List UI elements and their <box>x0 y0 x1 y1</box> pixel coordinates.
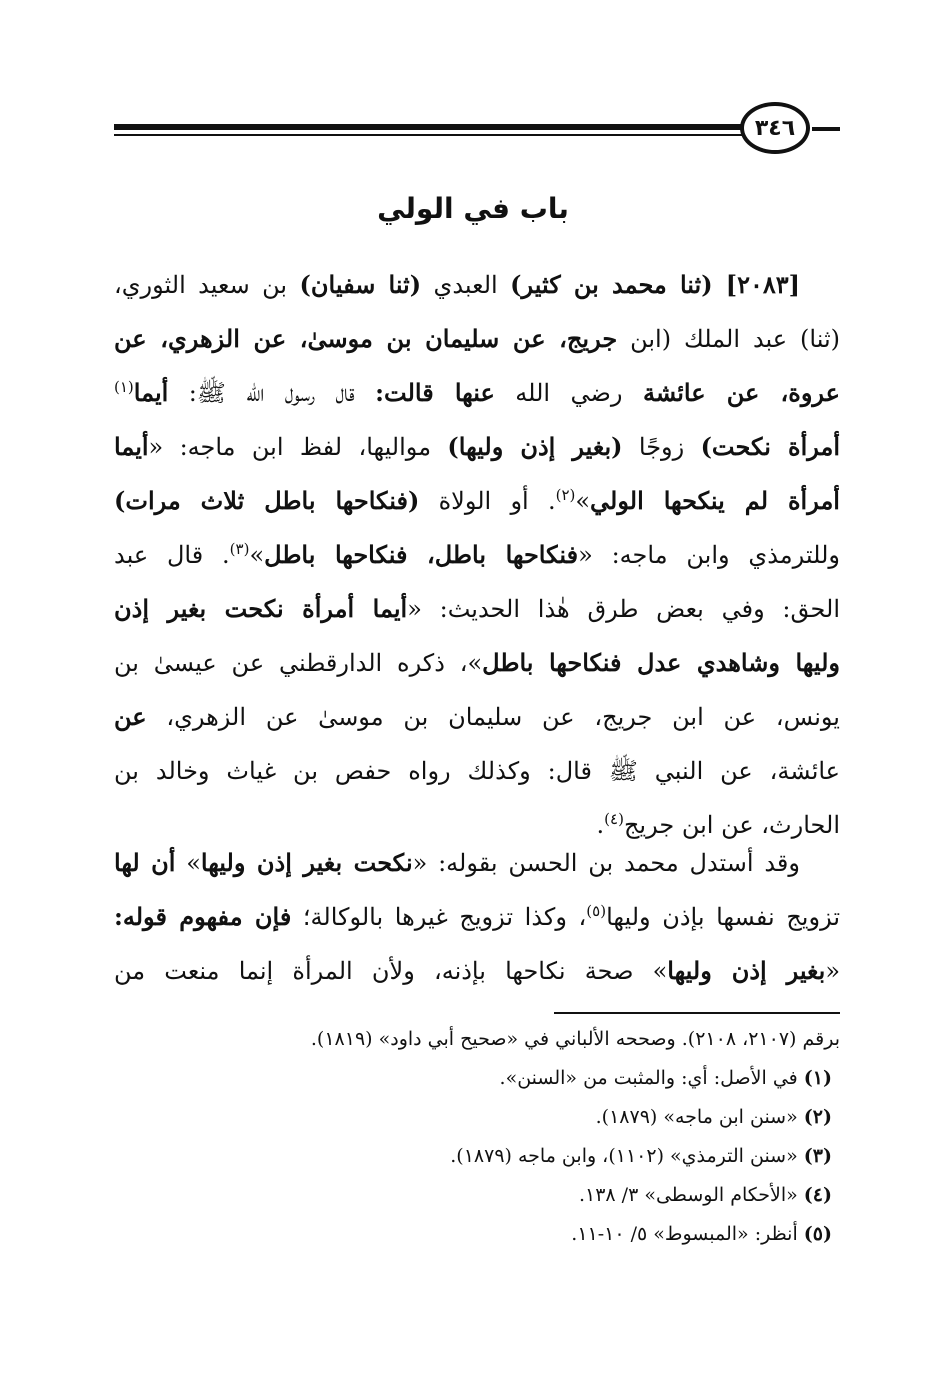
footnote-item: (١) في الأصل: أي: والمثبت من «السنن». <box>499 1067 832 1089</box>
footnote-carryover: برقم (٢١٠٧، ٢١٠٨). وصححه الألباني في «صحيح أبي داود» (١٨١٩). <box>310 1028 840 1050</box>
page-number: ٣٤٦ <box>754 115 796 141</box>
text-line: أمرأة لم ينكحها الولي»$^{(٢)}$. أو الولاة (فنكاحها باطل ثلاث مرات) <box>114 486 840 515</box>
footnote-item: (٣) «سنن الترمذي» (١١٠٢)، وابن ماجه (١٨٧٩). <box>450 1145 832 1167</box>
footnote-ref: (١) <box>114 378 134 396</box>
footnote-item: (٢) «سنن ابن ماجه» (١٨٧٩). <box>595 1106 832 1128</box>
paragraph-2 <box>114 836 840 998</box>
header-rule-thin <box>114 134 742 136</box>
page-header <box>114 100 840 160</box>
text-line: يونس، عن ابن جريج، عن سليمان بن موسىٰ عن الزهري، عن <box>114 702 840 731</box>
text-line: الحق: وفي بعض طرق هٰذا الحديث: «أيما أمرأة نكحت بغير إذن <box>114 594 840 623</box>
footnotes <box>114 1020 840 1254</box>
chapter-title: باب في الولي <box>377 192 569 225</box>
text-line: الحارث، عن ابن جريج$^{(٤)}$. <box>596 810 840 839</box>
footnote-ref: (٢) <box>555 486 576 504</box>
text-line: «بغير إذن وليها» صحة نكاحها بإذنه، ولأن المرأة إنما منعت من <box>114 956 841 985</box>
footnote-ref: (٣) <box>229 540 250 558</box>
footnote-ref: (٥) <box>586 902 607 920</box>
text-line: [٢٠٨٣] (ثنا محمد بن كثير) العبدي (ثنا سفيان) بن سعيد الثوري، <box>114 270 800 299</box>
header-rule-tail <box>812 127 840 131</box>
text-line: أمرأة نكحت) زوجًا (بغير إذن وليها) مواليها، لفظ ابن ماجه: «أيما <box>114 432 841 461</box>
page-number-badge <box>740 102 810 154</box>
text-line: وللترمذي وابن ماجه: «فنكاحها باطل، فنكاحها باطل»$^{(٣)}$. قال عبد <box>114 540 840 569</box>
header-rule-thick <box>114 124 742 130</box>
footnote-separator <box>554 1012 840 1014</box>
footnote-ref: (٤) <box>604 810 624 828</box>
paragraph-1 <box>114 258 840 852</box>
footnote-item: (٤) «الأحكام الوسطى» ٣/ ١٣٨. <box>578 1184 832 1206</box>
text-line: عروة، عن عائشة رضي الله عنها قالت: قال رسول الله ﷺ: أيما$^{(١)}$ <box>114 378 840 407</box>
text-line: (ثنا) عبد الملك (ابن جريج، عن سليمان بن موسىٰ، عن الزهري، عن <box>114 324 840 353</box>
footnote-item: (٥) أنظر: «المبسوط» ٥/ ١٠-١١. <box>571 1223 832 1245</box>
text-line: تزويج نفسها بإذن وليها$^{(٥)}$، وكذا تزويج غيرها بالوكالة؛ فإن مفهوم قوله: <box>114 902 841 931</box>
text-line: وليها وشاهدي عدل فنكاحها باطل»، ذكره الدارقطني عن عيسىٰ بن <box>114 648 841 677</box>
text-line: عائشة، عن النبي ﷺ قال: وكذلك رواه حفص بن غياث وخالد بن <box>114 757 841 785</box>
text-line: وقد أستدل محمد بن الحسن بقوله: «نكحت بغير إذن وليها» أن لها <box>114 848 800 877</box>
